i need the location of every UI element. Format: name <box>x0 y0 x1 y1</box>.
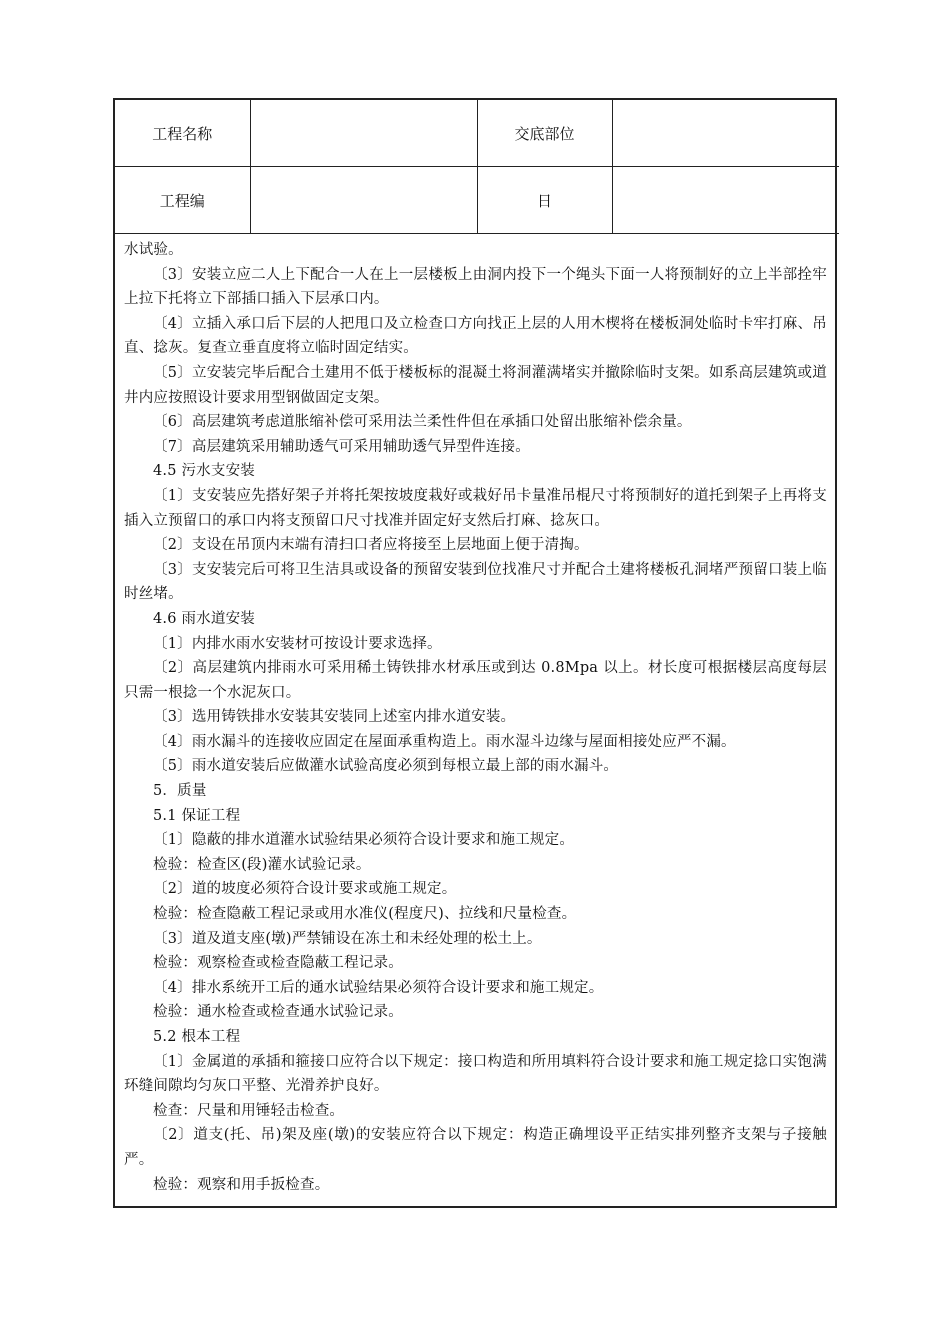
body-paragraph: 〔3〕道及道支座(墩)严禁铺设在冻土和未经处理的松土上。 <box>153 930 542 947</box>
disclosure-sheet <box>113 98 837 1208</box>
date-value <box>612 167 839 234</box>
body-paragraph: 检验：通水检查或检查通水试验记录。 <box>153 1004 403 1021</box>
body-paragraph: 〔2〕支设在吊顶内末端有清扫口者应将接至上层地面上便于清掏。 <box>153 537 589 554</box>
disclosure-part-label: 交底部位 <box>477 100 612 167</box>
body-paragraph: 4.5 污水支安装 <box>153 463 255 480</box>
body-paragraph: 〔2〕道支(托、吊)架及座(墩)的安装应符合以下规定：构造正确埋设平正结实排列整齐支架与子接触严。 <box>124 1127 827 1168</box>
body-paragraph: 检验：观察和用手扳检查。 <box>153 1176 330 1193</box>
body-paragraph: 〔1〕隐蔽的排水道灌水试验结果必须符合设计要求和施工规定。 <box>153 832 575 849</box>
body-paragraph: 〔5〕雨水道安装后应做灌水试验高度必须到每根立最上部的雨水漏斗。 <box>153 758 619 775</box>
body-paragraph: 检查：尺量和用锤轻击检查。 <box>153 1102 345 1119</box>
body-paragraph: 〔4〕立插入承口后下层的人把甩口及立检查口方向找正上层的人用木楔将在楼板洞处临时卡牢打麻、吊直、捻灰。复查立垂直度将立临时固定结实。 <box>124 315 827 357</box>
body-paragraph: 〔6〕高层建筑考虑道胀缩补偿可采用法兰柔性件但在承插口处留出胀缩补偿余量。 <box>153 414 692 431</box>
body-paragraph: 〔1〕支安装应先搭好架子并将托架按坡度栽好或栽好吊卡量准吊棍尺寸将预制好的道托到架子上再将支插入立预留口的承口内将支预留口尺寸找准并固定好支然后打麻、捻灰口。 <box>124 487 827 529</box>
body-paragraph: 4.6 雨水道安装 <box>153 610 255 627</box>
body-paragraph: 检验：检查隐蔽工程记录或用水准仪(程度尺)、拉线和尺量检查。 <box>153 906 577 923</box>
body-paragraph: 检验：观察检查或检查隐蔽工程记录。 <box>153 955 403 972</box>
header-row-2 <box>115 167 839 234</box>
body-paragraph: 〔3〕安装立应二人上下配合一人在上一层楼板上由洞内投下一个绳头下面一人将预制好的立上半部拴牢上拉下托将立下部插口插入下层承口内。 <box>124 266 827 308</box>
project-name-label: 工程名称 <box>115 100 250 167</box>
header-row-1 <box>115 100 839 167</box>
disclosure-body <box>115 234 835 1197</box>
header-table <box>115 100 839 234</box>
body-paragraph: 〔2〕高层建筑内排雨水可采用稀土铸铁排水材承压或到达 0.8Mpa 以上。材长度可根据楼层高度每层只需一根捻一个水泥灰口。 <box>124 660 827 701</box>
project-code-value <box>250 167 477 234</box>
project-code-label: 工程编 <box>115 167 250 234</box>
body-paragraph: 〔3〕选用铸铁排水安装其安装同上述室内排水道安装。 <box>153 709 516 726</box>
body-paragraph: 〔3〕支安装完后可将卫生洁具或设备的预留安装到位找准尺寸并配合土建将楼板孔洞堵严预留口装上临时丝堵。 <box>124 561 827 603</box>
body-paragraph: 〔2〕道的坡度必须符合设计要求或施工规定。 <box>153 881 457 898</box>
body-paragraph: 5.2 根本工程 <box>153 1029 241 1045</box>
body-paragraph: 检验：检查区(段)灌水试验记录。 <box>153 856 371 873</box>
disclosure-part-value <box>612 100 839 167</box>
body-paragraph: 5．质量 <box>153 783 207 800</box>
body-paragraph: 〔1〕金属道的承插和箍接口应符合以下规定：接口构造和所用填料符合设计要求和施工规定捻口实饱满环缝间隙均匀灰口平整、光滑养护良好。 <box>124 1053 827 1095</box>
date-label: 日 <box>477 167 612 234</box>
body-paragraph: 〔1〕内排水雨水安装材可按设计要求选择。 <box>153 635 442 652</box>
project-name-value <box>250 100 477 167</box>
body-paragraph: 〔7〕高层建筑采用辅助透气可采用辅助透气异型件连接。 <box>153 438 530 455</box>
body-paragraph: 〔5〕立安装完毕后配合土建用不低于楼板标的混凝土将洞灌满堵实并撤除临时支架。如系高层建筑或道井内应按照设计要求用型钢做固定支架。 <box>124 364 827 406</box>
body-paragraph: 〔4〕雨水漏斗的连接收应固定在屋面承重构造上。雨水湿斗边缘与屋面相接处应严不漏。 <box>153 733 736 750</box>
body-paragraph: 5.1 保证工程 <box>153 807 241 824</box>
body-paragraph: 〔4〕排水系统开工后的通水试验结果必须符合设计要求和施工规定。 <box>153 979 604 996</box>
body-paragraph: 水试验。 <box>124 242 183 258</box>
